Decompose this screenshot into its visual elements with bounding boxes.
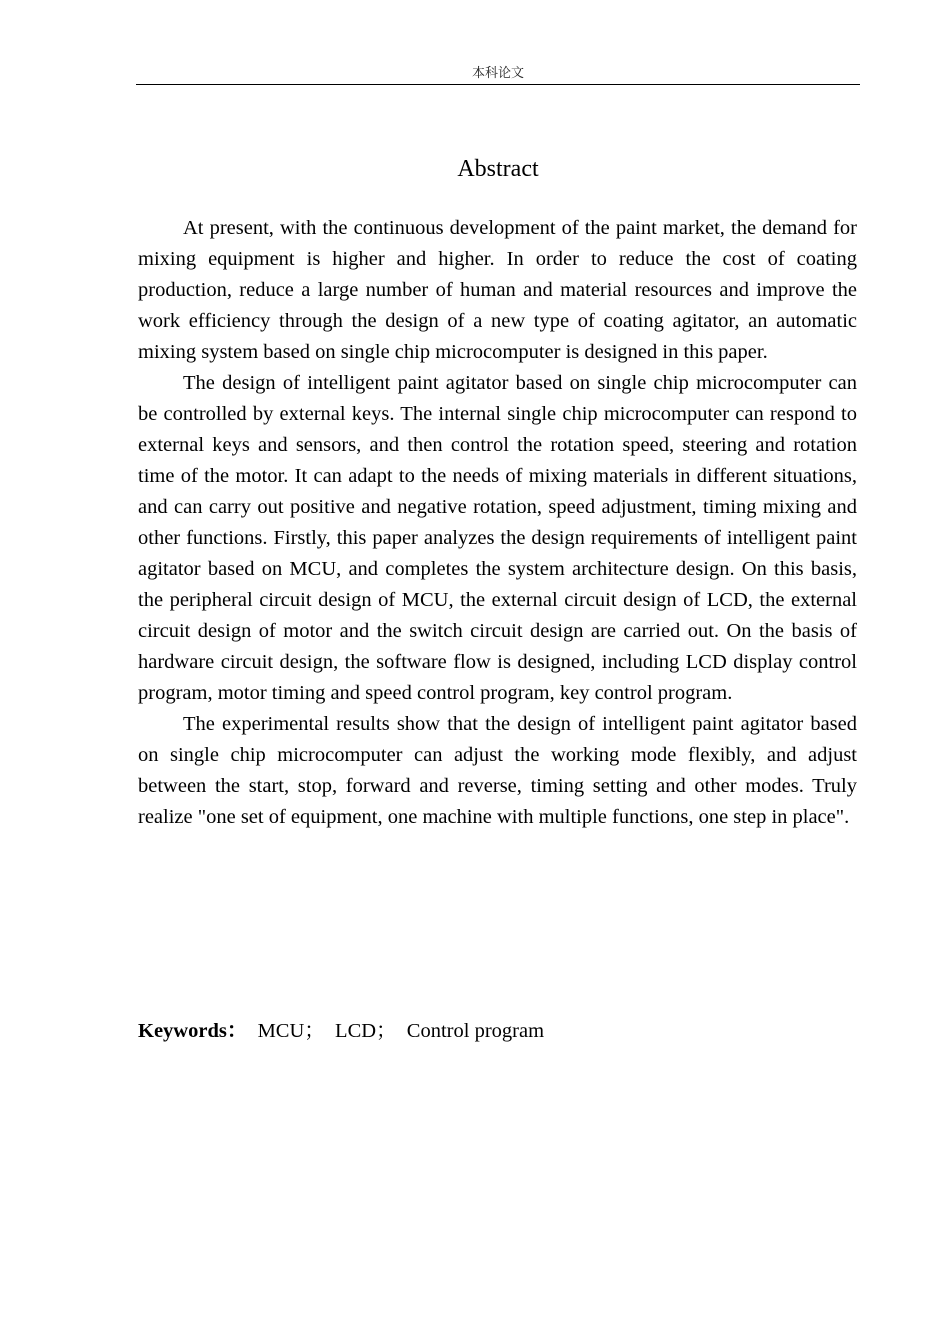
abstract-paragraph-1: At present, with the continuous development of the paint market, the demand for mixing equipment is higher and higher. In order to reduce the cost of coating production, reduce a large number of human and material resources and improve the work efficiency through the design of a new type of coating agitator, an automatic mixing system based on single chip microcomputer is designed in this paper. bbox=[138, 217, 857, 363]
abstract-body bbox=[138, 213, 857, 833]
keyword-1: MCU； bbox=[257, 1020, 325, 1042]
keyword-3: Control program bbox=[406, 1020, 545, 1042]
keywords-label: Keywords： bbox=[138, 1020, 248, 1042]
keywords-line bbox=[138, 1016, 544, 1046]
page-header bbox=[136, 64, 860, 85]
abstract-title: Abstract bbox=[457, 156, 539, 182]
abstract-paragraph-2: The design of intelligent paint agitator based on single chip microcomputer can be controlled by external keys. The internal single chip microcomputer can respond to external keys and sensors, and then control the rotation speed, steering and rotation time of the motor. It can adapt to the needs of mixing materials in different situations, and can carry out positive and negative rotation, speed adjustment, timing mixing and other functions. Firstly, this paper analyzes the design requirements of intelligent paint agitator based on MCU, and completes the system architecture design. On this basis, the peripheral circuit design of MCU, the external circuit design of LCD, the external circuit design of motor and the switch circuit design are carried out. On the basis of hardware circuit design, the software flow is designed, including LCD display control program, motor timing and speed control program, key control program. bbox=[138, 372, 857, 704]
keyword-2: LCD； bbox=[335, 1020, 397, 1042]
running-title: 本科论文 bbox=[471, 66, 524, 81]
abstract-paragraph-3: The experimental results show that the design of intelligent paint agitator based on single chip microcomputer can adjust the working mode flexibly, and adjust between the start, stop, forward and reverse, timing setting and other modes. Truly realize "one set of equipment, one machine with multiple functions, one step in place". bbox=[138, 713, 857, 828]
